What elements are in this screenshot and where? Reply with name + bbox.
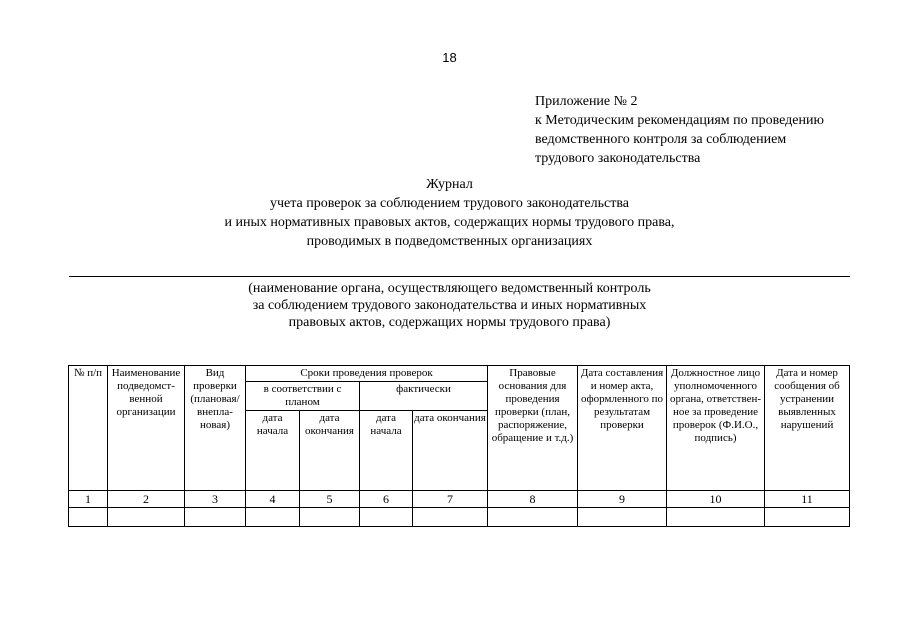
column-number: 5 — [300, 491, 360, 508]
header-elimination-message: Дата и номер сообщения об устранении выявленных нарушений — [765, 366, 850, 491]
fill-in-line — [69, 276, 850, 277]
header-actual: фактически — [360, 382, 488, 411]
header-responsible-official: Должностное лицо уполномоченного органа, ответствен-ное за проведение проверок (Ф.И.О., подпись) — [667, 366, 765, 491]
column-number: 3 — [185, 491, 246, 508]
appendix-line: трудового законодательства — [535, 151, 701, 166]
empty-cell — [300, 508, 360, 527]
column-number: 9 — [578, 491, 667, 508]
caption-line: правовых актов, содержащих нормы трудового права) — [288, 315, 611, 330]
header-act-date-number: Дата составления и номер акта, оформленного по результатам проверки — [578, 366, 667, 491]
appendix-line: к Методическим рекомендациям по проведению — [535, 113, 824, 128]
empty-cell — [185, 508, 246, 527]
empty-cell — [69, 508, 108, 527]
journal-subtitle-line: учета проверок за соблюдением трудового законодательства — [270, 196, 629, 211]
empty-cell — [765, 508, 850, 527]
column-number: 11 — [765, 491, 850, 508]
header-end-actual: дата окончания — [413, 411, 488, 491]
journal-title-block — [0, 175, 899, 251]
empty-cell — [578, 508, 667, 527]
appendix-block — [535, 92, 875, 168]
header-start-planned: дата начала — [246, 411, 300, 491]
organ-name-caption — [0, 280, 899, 331]
empty-cell — [413, 508, 488, 527]
inspection-register-table — [68, 365, 850, 527]
page-number: 18 — [442, 50, 457, 65]
empty-cell — [488, 508, 578, 527]
header-planned: в соответствии с планом — [246, 382, 360, 411]
header-inspection-type: Вид проверки (плановая/ внепла-новая) — [185, 366, 246, 491]
journal-subtitle-line: и иных нормативных правовых актов, содержащих нормы трудового права, — [224, 215, 675, 230]
header-no: № п/п — [69, 366, 108, 491]
header-end-planned: дата окончания — [300, 411, 360, 491]
empty-entry-row — [69, 508, 850, 527]
appendix-title: Приложение № 2 — [535, 94, 638, 109]
column-number: 1 — [69, 491, 108, 508]
header-legal-basis: Правовые основания для проведения проверки (план, распоряжение, обращение и т.д.) — [488, 366, 578, 491]
column-number: 7 — [413, 491, 488, 508]
appendix-line: ведомственного контроля за соблюдением — [535, 132, 787, 147]
column-number-row — [69, 491, 850, 508]
header-start-actual: дата начала — [360, 411, 413, 491]
empty-cell — [667, 508, 765, 527]
caption-line: (наименование органа, осуществляющего ведомственный контроль — [248, 281, 651, 296]
header-inspection-terms: Сроки проведения проверок — [246, 366, 488, 382]
journal-subtitle-line: проводимых в подведомственных организациях — [306, 234, 593, 249]
empty-cell — [360, 508, 413, 527]
empty-cell — [246, 508, 300, 527]
column-number: 10 — [667, 491, 765, 508]
caption-line: за соблюдением трудового законодательства и иных нормативных — [252, 298, 647, 313]
journal-title: Журнал — [426, 177, 473, 192]
header-organization: Наименование подведомст-венной организации — [108, 366, 185, 491]
column-number: 2 — [108, 491, 185, 508]
column-number: 8 — [488, 491, 578, 508]
column-number: 4 — [246, 491, 300, 508]
column-number: 6 — [360, 491, 413, 508]
empty-cell — [108, 508, 185, 527]
